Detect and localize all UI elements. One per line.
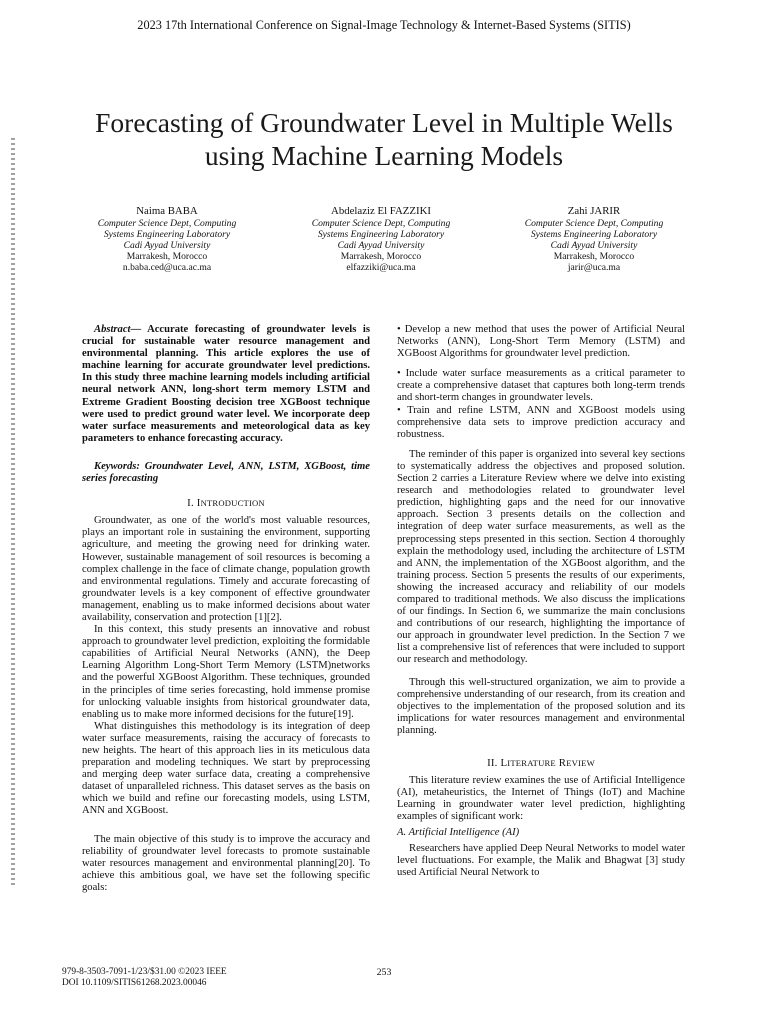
abstract-body: — Accurate forecasting of groundwater levels is crucial for sustainable water resource management and environmental planning. This article explores the use of machine learning for accurate groundwater level predictions. In this study three machine learning models including artificial neural network ANN, long-short term memory LSTM and Extreme Gradient Boosting decision tree XGBoost technique were used to predict ground water level. We incorporate deep water surface measurements and meteorological data as key parameters to enhance forecasting accuracy. xyxy=(82,324,370,444)
goal-item: • Develop a new method that uses the power of Artificial Neural Networks (ANN), Long-Short Term Memory (LSTM) and XGBoost Algorithms for groundwater level prediction. xyxy=(397,324,685,360)
footer-publication-info xyxy=(62,967,227,989)
right-column xyxy=(397,324,685,879)
author-block-3 xyxy=(479,204,709,273)
section-title-rest: ITERATURE xyxy=(507,758,556,768)
section-title-initial: I xyxy=(196,497,201,510)
organization-paragraph: The reminder of this paper is organized into several key sections to systematically address the objectives and proposed solution. Section 2 carries a Literature Review where we delve into existing research and methodologies related to groundwater level prediction, highlighting gaps and the need for our innovative approach. Section 3 presents details on the collection and integration of deep water surface measurements, as well as the preprocessing steps presented in this section. Section 4 thoroughly explain the methodology used, including the architecture of LSTM and ANN, the implementation of the XGBoost algorithm, and the training process. Section 5 presents the results of our experiments, showing the increased accuracy and reliability of our models compared to traditional methods. We also discuss the implications of our findings. In Section 6, we summarize the main conclusions and contributions of our research, highlighting the importance of our approach in groundwater level prediction. In the Section 7 we list a comprehensive list of references that were included to support our research and methodology. xyxy=(397,448,685,666)
author-lab: Systems Engineering Laboratory xyxy=(317,229,445,241)
abstract xyxy=(82,324,370,445)
intro-paragraph-2: In this context, this study presents an innovative and robust approach to groundwater level prediction, exploiting the formidable capabilities of Artificial Neural Networks (ANN), the Deep Learning Algorithm Long-Short Term Memory (LSTM)networks and the powerful XGBoost Algorithm. These techniques, grounded in the principles of time series forecasting, hold immense promise for unlocking valuable insights from historical groundwater data, enabling us to make more informed decisions for the future[19]. xyxy=(82,624,370,720)
goal-item: • Include water surface measurements as a critical parameter to create a comprehensive dataset that captures both long-term trends and short-term changes in groundwater levels. xyxy=(397,368,685,404)
title-line-1: Forecasting of Groundwater Level in Multiple Wells xyxy=(95,107,673,138)
author-email: jarir@uca.ma xyxy=(567,262,621,274)
title-line-2: using Machine Learning Models xyxy=(204,140,564,171)
author-email: n.baba.ced@uca.ac.ma xyxy=(122,262,212,274)
author-city: Marrakesh, Morocco xyxy=(340,251,422,263)
author-dept: Computer Science Dept, Computing xyxy=(311,218,451,229)
section-title-rest-2: EVIEW xyxy=(566,758,595,768)
conference-header: 2023 17th International Conference on Signal-Image Technology & Internet-Based Systems (SITIS) xyxy=(137,18,631,32)
section-heading-literature-review xyxy=(397,757,685,769)
author-block-2 xyxy=(266,204,496,273)
author-name: Abdelaziz El FAZZIKI xyxy=(331,205,431,217)
author-dept: Computer Science Dept, Computing xyxy=(524,218,664,229)
author-email: elfazziki@uca.ma xyxy=(346,262,416,274)
author-name: Zahi JARIR xyxy=(567,205,621,217)
author-city: Marrakesh, Morocco xyxy=(126,251,208,263)
abstract-lead: Abstract xyxy=(94,324,131,335)
literature-paragraph-1: This literature review examines the use of Artificial Intelligence (AI), metaheuristics, the Internet of Things (IoT) and Machine Learning in groundwater water level prediction, highlighting examples of significant work: xyxy=(397,775,685,823)
paper-title xyxy=(40,106,728,172)
page-number: 253 xyxy=(376,967,392,978)
closing-paragraph: Through this well-structured organization, we aim to provide a comprehensive understanding of our research, from its creation and objectives to the implementation of the proposed solution and its implications for water resources management and environmental planning. xyxy=(397,676,685,736)
footer-doi: DOI 10.1109/SITIS61268.2023.00046 xyxy=(62,978,207,988)
author-lab: Systems Engineering Laboratory xyxy=(103,229,231,241)
author-dept: Computer Science Dept, Computing xyxy=(97,218,237,229)
keywords: Keywords: Groundwater Level, ANN, LSTM, XGBoost, time series forecasting xyxy=(82,460,370,485)
section-heading-introduction xyxy=(82,497,370,509)
left-column xyxy=(82,324,370,894)
intro-paragraph-3: What distinguishes this methodology is its integration of deep water surface measurements, raising the accuracy of forecasts to new heights. The heart of this approach lies in its meticulous data preparation and modeling techniques. We start by preprocessing and merging deep water surface data, creating a comprehensive dataset of unparalleled richness. This dataset serves as the basis on which we build and refine our forecasting models, using LSTM, ANN and XGBoost. xyxy=(82,720,370,817)
author-univ: Cadi Ayyad University xyxy=(550,240,638,252)
intro-paragraph-4: The main objective of this study is to improve the accuracy and reliability of groundwater level forecasts to promote sustainable water resources management and environmental planning[20]. To achieve this ambitious goal, we have set the following specific goals: xyxy=(82,833,370,893)
goal-item: • Train and refine LSTM, ANN and XGBoost models using comprehensive data sets to improve prediction accuracy and robustness. xyxy=(397,404,685,440)
section-title-initial-2: R xyxy=(558,757,567,769)
author-block-1 xyxy=(52,204,282,273)
footer-isbn: 979-8-3503-7091-1/23/$31.00 ©2023 IEEE xyxy=(62,967,227,977)
subsection-heading-ai: A. Artificial Intelligence (AI) xyxy=(397,827,520,839)
section-title-rest: NTRODUCTION xyxy=(200,498,265,509)
section-number: I. xyxy=(187,497,194,510)
author-city: Marrakesh, Morocco xyxy=(553,251,635,263)
author-univ: Cadi Ayyad University xyxy=(123,240,211,252)
section-number: II. xyxy=(487,757,498,769)
literature-paragraph-ai: Researchers have applied Deep Neural Networks to model water level fluctuations. For example, the Malik and Bhagwat [3] study used Artificial Neural Network to xyxy=(397,842,685,878)
intro-paragraph-1: Groundwater, as one of the world's most valuable resources, plays an important role in sustaining the environment, supporting agriculture, and meeting the growing need for drinking water. However, sustainable management of soil resources is becoming a complex challenge in the face of climate change, population growth and environmental regulations. Timely and accurate forecasting of groundwater levels is a key component of effective groundwater management, enabling us to make informed decisions about water availability, conservation and protection [1][2]. xyxy=(82,515,370,623)
author-univ: Cadi Ayyad University xyxy=(337,240,425,252)
side-margin-strip xyxy=(11,138,15,888)
author-lab: Systems Engineering Laboratory xyxy=(530,229,658,241)
section-title-initial: L xyxy=(500,757,508,769)
author-name: Naima BABA xyxy=(136,205,198,217)
